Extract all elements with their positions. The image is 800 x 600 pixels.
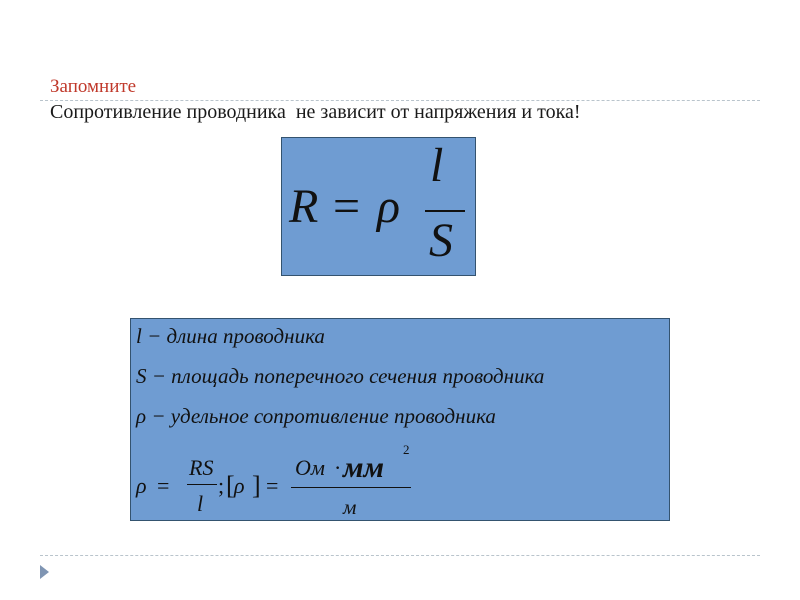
formula-denominator: S: [429, 214, 453, 267]
rf-unit-ohm: Ом: [295, 455, 325, 480]
definition-symbol: l: [136, 324, 142, 348]
resistance-formula-box: [281, 137, 476, 276]
rf-separator: ;: [218, 473, 225, 498]
rf-bracket-close: ]: [252, 471, 261, 500]
definition-text: − площадь поперечного сечения проводника: [146, 364, 545, 388]
definition-symbol: S: [136, 364, 147, 388]
rf-rho-in-brackets: ρ: [234, 473, 245, 498]
rf-fraction-bar: [187, 484, 217, 485]
rf-rho: ρ: [136, 473, 147, 498]
formula-numerator: l: [430, 139, 444, 192]
definition-text: − длина проводника: [141, 324, 325, 348]
rf-unit-mm: мм: [343, 451, 385, 484]
definition-text: − удельное сопротивление проводника: [146, 404, 496, 428]
formula-r: R: [289, 180, 319, 233]
definition-symbol: ρ: [136, 404, 147, 428]
resistivity-formula: [131, 442, 431, 519]
rf-equals-2: =: [266, 473, 279, 498]
rf-dot: ·: [334, 455, 342, 480]
formula-rho: ρ: [377, 180, 401, 233]
fraction-bar: [425, 210, 465, 212]
formula-equals: =: [333, 180, 361, 233]
slide-statement: Сопротивление проводника не зависит от напряжения и тока!: [50, 101, 581, 123]
triangle-right-icon[interactable]: [40, 565, 49, 579]
definition-resistivity: [136, 404, 496, 429]
rf-denominator: l: [197, 491, 204, 516]
rf-unit-m: м: [343, 495, 357, 519]
rf-exponent: 2: [403, 442, 410, 457]
definitions-box: [130, 318, 670, 521]
rf-numerator: RS: [189, 455, 214, 480]
slide-heading: Запомните: [50, 76, 137, 97]
definition-length: [136, 324, 325, 349]
rf-bracket-open: [: [226, 471, 235, 500]
definition-area: [136, 364, 544, 389]
rf-equals: =: [157, 473, 170, 498]
bottom-divider: [40, 555, 760, 556]
rf-unit-fraction-bar: [291, 487, 411, 488]
